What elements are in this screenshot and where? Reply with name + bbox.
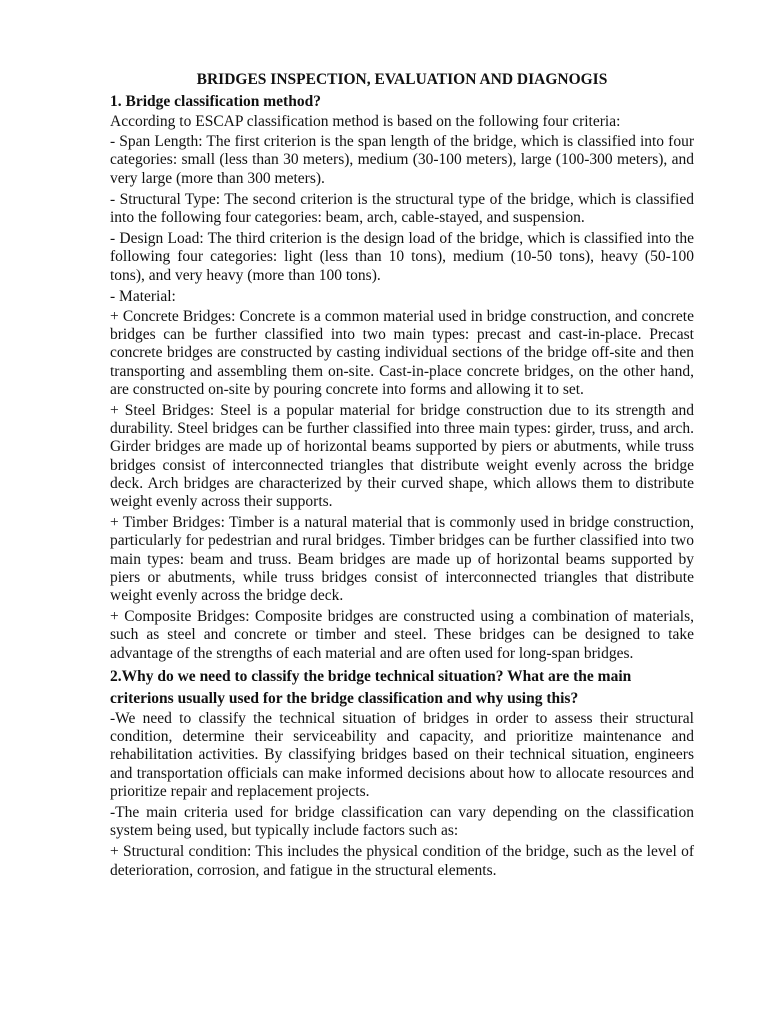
section-1-intro: According to ESCAP classification method is based on the following four criteria: bbox=[110, 113, 621, 130]
main-criteria-paragraph: -The main criteria used for bridge classification can vary depending on the classification system being used, but typically include factors such as: bbox=[110, 803, 694, 840]
section-2-heading: 2.Why do we need to classify the bridge technical situation? What are the main criterions usually used for the bridge classification and why using this? bbox=[110, 667, 632, 707]
document-page bbox=[110, 70, 694, 883]
criterion-span-length: - Span Length: The first criterion is the span length of the bridge, which is classified into four categories: small (less than 30 meters), medium (30-100 meters), large (100-300 meters), and very large (more than 300 meters). bbox=[110, 133, 694, 187]
criterion-material: - Material: bbox=[110, 287, 176, 305]
material-composite: + Composite Bridges: Composite bridges are constructed using a combination of materials, such as steel and concrete or timber and steel. These bridges can be designed to take advantage of the strengths of each material and are often used for long-span bridges. bbox=[110, 608, 694, 662]
why-classify-paragraph: -We need to classify the technical situation of bridges in order to assess their structural condition, determine their serviceability and capacity, and prioritize maintenance and rehabilitation activities. By classifying bridges based on their technical situation, engineers and transportation officials can make informed decisions about how to allocate resources and prioritize repair and replacement projects. bbox=[110, 709, 694, 800]
criterion-structural-type: - Structural Type: The second criterion is the structural type of the bridge, which is classified into the following four categories: beam, arch, cable-stayed, and suspension. bbox=[110, 190, 694, 227]
material-concrete: + Concrete Bridges: Concrete is a common material used in bridge construction, and concrete bridges can be further classified into two main types: precast and cast-in-place. Precast concrete bridges are constructed by casting individual sections of the bridge off-site and then transporting and assembling them on-site. Cast-in-place concrete bridges, on the other hand, are constructed on-site by pouring concrete into forms and allowing it to set. bbox=[110, 308, 694, 398]
document-title: BRIDGES INSPECTION, EVALUATION AND DIAGNOGIS bbox=[196, 71, 608, 88]
section-1-heading: 1. Bridge classification method? bbox=[110, 93, 321, 110]
structural-condition-paragraph: + Structural condition: This includes the physical condition of the bridge, such as the level of deterioration, corrosion, and fatigue in the structural elements. bbox=[110, 843, 694, 879]
criterion-design-load: - Design Load: The third criterion is the design load of the bridge, which is classified into the following four categories: light (less than 10 tons), medium (10-50 tons), heavy (50-100 tons), and very heavy (more than 100 tons). bbox=[110, 230, 694, 284]
material-timber: + Timber Bridges: Timber is a natural material that is commonly used in bridge construction, particularly for pedestrian and rural bridges. Timber bridges can be further classified into two main types: beam and truss. Beam bridges are made up of horizontal beams supported by piers or abutments, while truss bridges consist of interconnected triangles that distribute weight evenly across the bridge deck. bbox=[110, 514, 694, 605]
material-steel: + Steel Bridges: Steel is a popular material for bridge construction due to its strength and durability. Steel bridges can be further classified into three main types: girder, truss, and arch. Girder bridges are made up of horizontal beams supported by piers or abutments, while truss bridges consist of interconnected triangles that distribute weight evenly across the bridge deck. Arch bridges are characterized by their curved shape, which allows them to distribute weight evenly across their supports. bbox=[110, 402, 694, 511]
